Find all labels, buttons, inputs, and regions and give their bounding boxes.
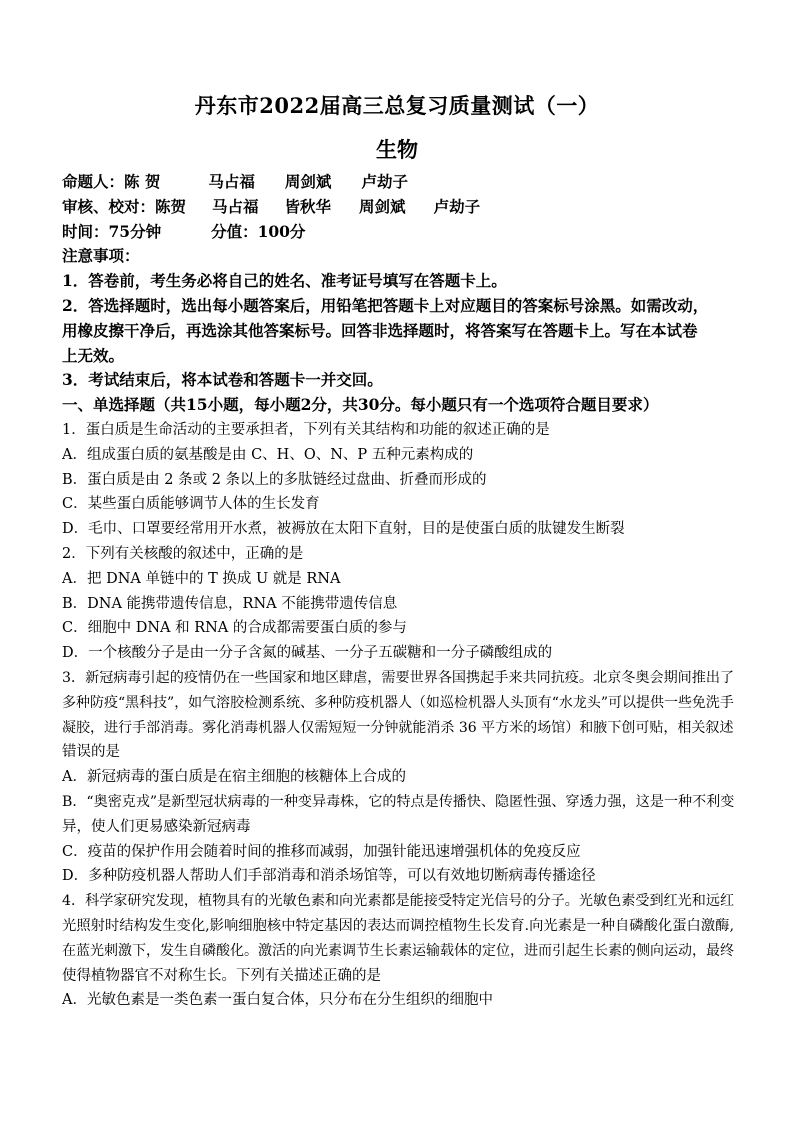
option-a: A．组成蛋白质的氨基酸是由 C、H、O、N、P 五种元素构成的 bbox=[62, 446, 474, 463]
option-c: C．细胞中 DNA 和 RNA 的合成都需要蛋白质的参与 bbox=[62, 620, 407, 637]
option-a: A．新冠病毒的蛋白质是在宿主细胞的核糖体上合成的 bbox=[62, 769, 406, 786]
option-c: C．某些蛋白质能够调节人体的生长发育 bbox=[62, 496, 320, 513]
question-3 bbox=[62, 666, 738, 889]
notice-item: 2．答选择题时，选出每小题答案后，用铅笔把答题卡上对应题目的答案标号涂黑。如需改动， bbox=[62, 295, 709, 315]
option-d: D．一个核酸分子是由一分子含氮的碱基、一分子五碳糖和一分子磷酸组成的 bbox=[62, 645, 553, 662]
exam-title: 丹东市2022届高三总复习质量测试（一） bbox=[194, 93, 600, 118]
option-b: B．“奥密克戎”是新型冠状病毒的一种变异毒株，它的特点是传播快、隐匿性强、穿透力强，这是一种不利变 bbox=[62, 793, 735, 810]
author-name: 马占福 bbox=[208, 172, 255, 191]
question-stem: 3．新冠病毒引起的疫情仍在一些国家和地区肆虐，需要世界各国携起手来共同抗疫。北京冬奥会期间推出了 bbox=[62, 669, 735, 686]
option-b-continued: 异，使人们更易感染新冠病毒 bbox=[62, 818, 251, 835]
question-stem: 错误的是 bbox=[62, 744, 120, 761]
question-stem: 光照射时结构发生变化,影响细胞核中特定基因的表达而调控植物生长发育.向光素是一种自磷酸化蛋白激酶, bbox=[62, 917, 735, 934]
option-a: A．光敏色素是一类色素一蛋白复合体，只分布在分生组织的细胞中 bbox=[62, 992, 493, 1009]
reviewer-name: 马占福 bbox=[212, 196, 259, 216]
question-stem: 多种防疫“黑科技”，如气溶胶检测系统、多种防疫机器人（如巡检机器人头顶有“水龙头”可以提供一些免洗手 bbox=[62, 694, 734, 711]
question-1 bbox=[62, 418, 738, 542]
section-heading: 一、单选择题（共15小题，每小题2分，共30分。每小题只有一个选项符合题目要求） bbox=[62, 395, 659, 415]
reviewers-label: 审核、校对：陈贺 bbox=[62, 196, 187, 216]
notice-item: 1．答卷前，考生务必将自己的姓名、准考证号填写在答题卡上。 bbox=[62, 271, 507, 291]
question-stem: 使得植物器官不对称生长。下列有关描述正确的是 bbox=[62, 967, 381, 984]
question-stem: 凝胶，进行手部消毒。雾化消毒机器人仅需短短一分钟就能消杀 36 平方米的场馆）和腋下创可贴，相关叙述 bbox=[62, 719, 734, 736]
exam-content bbox=[62, 170, 738, 1013]
option-b: B．蛋白质是由 2 条或 2 条以上的多肽链经过盘曲、折叠而形成的 bbox=[62, 471, 487, 488]
reviewers-line bbox=[62, 195, 738, 220]
option-a: A．把 DNA 单链中的 T 换成 U 就是 RNA bbox=[62, 570, 341, 587]
notice-item: 3．考试结束后，将本试卷和答题卡一并交回。 bbox=[62, 370, 383, 390]
authors-line bbox=[62, 170, 738, 195]
option-d: D．毛巾、口罩要经常用开水煮，被褥放在太阳下直射，目的是使蛋白质的肽键发生断裂 bbox=[62, 521, 625, 538]
exam-time: 时间：75分钟 bbox=[62, 221, 162, 241]
reviewer-name: 皆秋华 bbox=[284, 196, 332, 216]
question-stem: 4．科学家研究发现，植物具有的光敏色素和向光素都是能接受特定光信号的分子。光敏色素受到红光和远红 bbox=[62, 893, 735, 910]
exam-score: 分值：100分 bbox=[211, 221, 306, 241]
notice-heading: 注意事项： bbox=[62, 246, 140, 266]
question-2 bbox=[62, 542, 738, 666]
author-name: 卢劫子 bbox=[361, 172, 408, 191]
time-score-line bbox=[62, 220, 738, 245]
question-stem: 1．蛋白质是生命活动的主要承担者，下列有关其结构和功能的叙述正确的是 bbox=[62, 421, 550, 438]
authors-label: 命题人：陈 贺 bbox=[62, 172, 161, 191]
option-c: C．疫苗的保护作用会随着时间的推移而减弱，加强针能迅速增强机体的免疫反应 bbox=[62, 843, 581, 860]
subject-title: 生物 bbox=[376, 137, 418, 162]
author-name: 周剑斌 bbox=[284, 172, 332, 191]
option-b: B．DNA 能携带遗传信息，RNA 不能携带遗传信息 bbox=[62, 595, 398, 612]
reviewer-name: 周剑斌 bbox=[359, 196, 406, 216]
option-d: D．多种防疫机器人帮助人们手部消毒和消杀场馆等，可以有效地切断病毒传播途径 bbox=[62, 868, 596, 885]
reviewer-name: 卢劫子 bbox=[433, 196, 481, 216]
notice-item: 用橡皮擦干净后，再选涂其他答案标号。回答非选择题时，将答案写在答题卡上。写在本试卷 bbox=[62, 320, 698, 340]
notice-item: 上无效。 bbox=[62, 345, 125, 365]
question-stem: 2．下列有关核酸的叙述中，正确的是 bbox=[62, 545, 304, 562]
question-4 bbox=[62, 889, 738, 1013]
question-stem: 在蓝光刺激下，发生自磷酸化。激活的向光素调节生长素运输载体的定位，进而引起生长素的侧向运动，最终 bbox=[62, 942, 734, 959]
